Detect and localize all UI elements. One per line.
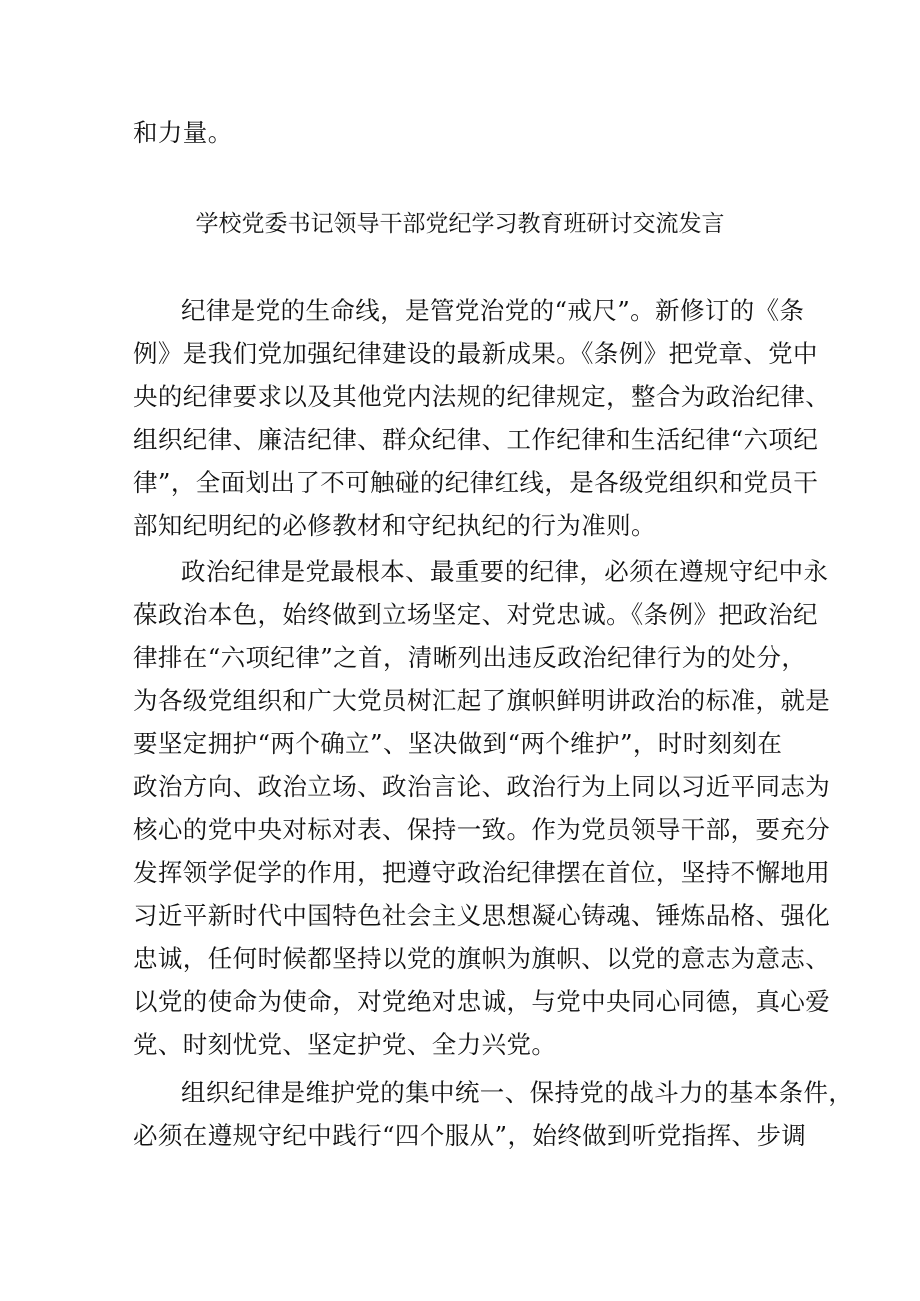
- paragraph-line: 党、时刻忧党、坚定护党、全力兴党。: [133, 1030, 557, 1059]
- paragraph-line: 纪律是党的生命线，是管党治党的“戒尺”。新修订的《条: [181, 296, 805, 325]
- paragraph-line: 忠诚，任何时候都坚持以党的旗帜为旗帜、以党的意志为意志、: [133, 944, 831, 973]
- paragraph-line: 习近平新时代中国特色社会主义思想凝心铸魂、锤炼品格、强化: [133, 901, 831, 930]
- paragraph-line: 为各级党组织和广大党员树汇起了旗帜鲜明讲政治的标准，就是: [133, 686, 831, 715]
- paragraph-line: 葆政治本色，始终做到立场坚定、对党忠诚。《条例》把政治纪: [133, 600, 818, 629]
- paragraph-line: 组织纪律是维护党的集中统一、保持党的战斗力的基本条件，: [181, 1078, 854, 1107]
- paragraph-line: 律”，全面划出了不可触碰的纪律红线，是各级党组织和党员干: [133, 468, 819, 497]
- paragraph-line: 核心的党中央对标对表、保持一致。作为党员领导干部，要充分: [133, 815, 831, 844]
- paragraph-line: 央的纪律要求以及其他党内法规的纪律规定，整合为政治纪律、: [133, 382, 831, 411]
- lead-fragment: 和力量。: [133, 118, 233, 147]
- paragraph-line: 例》是我们党加强纪律建设的最新成果。《条例》把党章、党中: [133, 339, 818, 368]
- paragraph-line: 发挥领学促学的作用，把遵守政治纪律摆在首位，坚持不懈地用: [133, 858, 831, 887]
- document-title: 学校党委书记领导干部党纪学习教育班研讨交流发言: [195, 211, 725, 237]
- paragraph-line: 必须在遵规守纪中践行“四个服从”，始终做到听党指挥、步调: [133, 1121, 807, 1150]
- paragraph-line: 政治方向、政治立场、政治言论、政治行为上同以习近平同志为: [133, 772, 831, 801]
- paragraph-line: 要坚定拥护“两个确立”、坚决做到“两个维护”，时时刻刻在: [133, 729, 783, 758]
- paragraph-line: 以党的使命为使命，对党绝对忠诚，与党中央同心同德，真心爱: [133, 987, 831, 1016]
- paragraph-line: 政治纪律是党最根本、最重要的纪律，必须在遵规守纪中永: [181, 557, 829, 586]
- paragraph-line: 组织纪律、廉洁纪律、群众纪律、工作纪律和生活纪律“六项纪: [133, 425, 819, 454]
- paragraph-line: 部知纪明纪的必修教材和守纪执纪的行为准则。: [133, 511, 656, 540]
- paragraph-line: 律排在“六项纪律”之首，清晰列出违反政治纪律行为的处分，: [133, 643, 807, 672]
